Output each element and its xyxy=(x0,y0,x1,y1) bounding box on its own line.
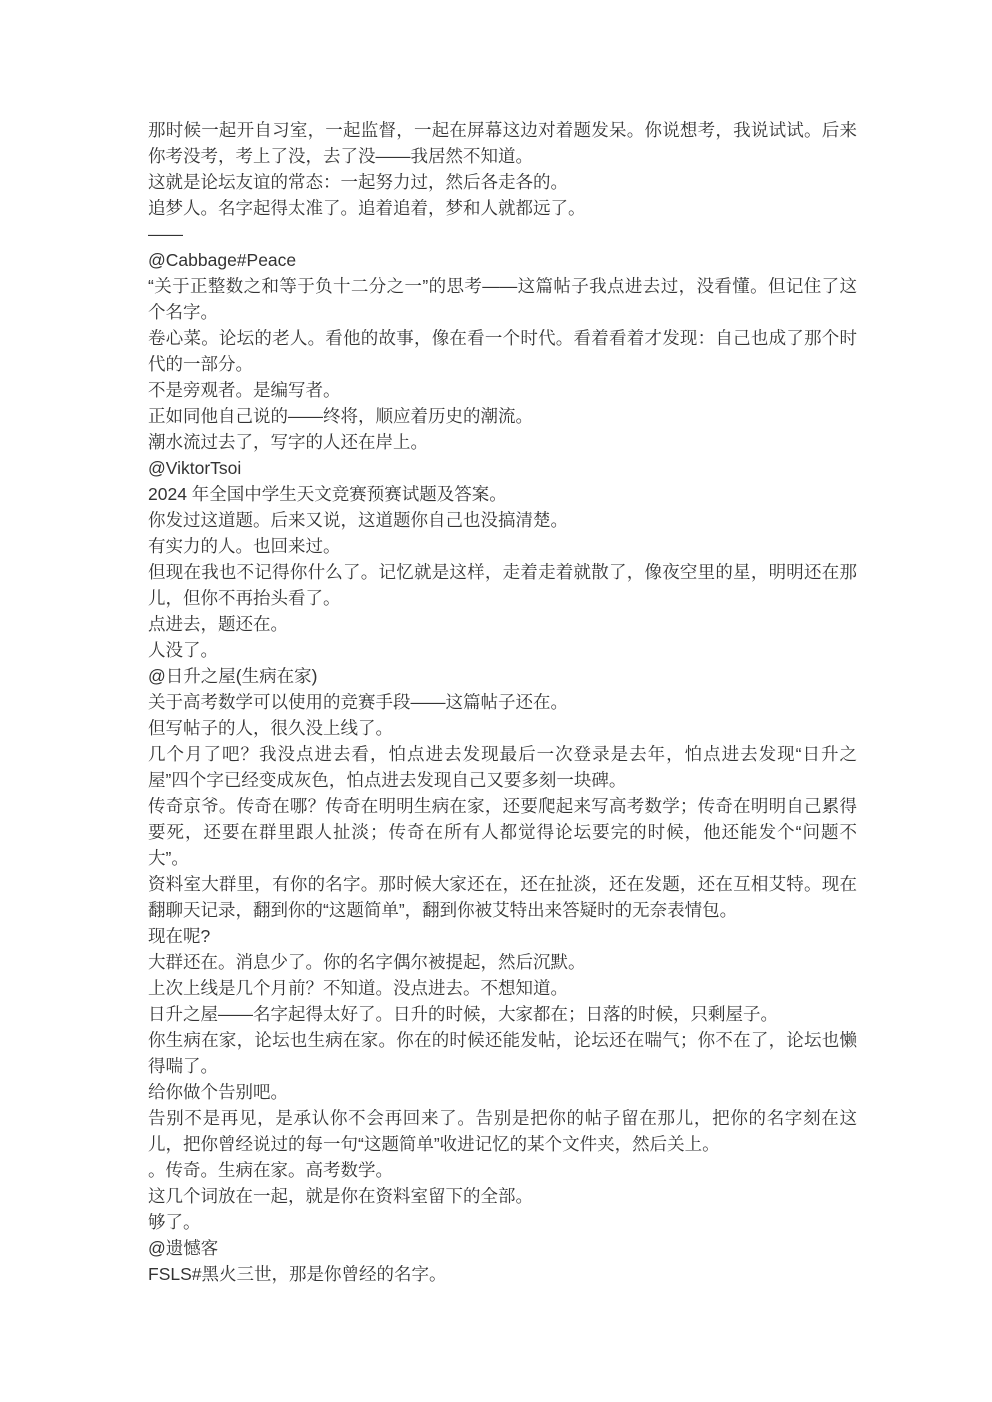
paragraph: 。传奇。生病在家。高考数学。 xyxy=(148,1160,393,1180)
paragraph: @ViktorTsoi xyxy=(148,458,242,478)
memorial-text-body xyxy=(148,117,857,1287)
paragraph: 但现在我也不记得你什么了。记忆就是这样，走着走着就散了，像夜空里的星，明明还在那儿，但你不再抬头看了。 xyxy=(148,562,857,608)
paragraph: @Cabbage#Peace xyxy=(148,250,297,270)
paragraph: 上次上线是几个月前？不知道。没点进去。不想知道。 xyxy=(148,978,568,998)
paragraph: 2024 年全国中学生天文竞赛预赛试题及答案。 xyxy=(148,484,507,504)
paragraph: 你发过这道题。后来又说，这道题你自己也没搞清楚。 xyxy=(148,510,568,530)
paragraph: 够了。 xyxy=(148,1212,201,1232)
paragraph: FSLS#黑火三世，那是你曾经的名字。 xyxy=(148,1264,447,1284)
paragraph: “关于正整数之和等于负十二分之一”的思考——这篇帖子我点进去过，没看懂。但记住了这个名字。 xyxy=(148,276,857,322)
paragraph: @日升之屋(生病在家) xyxy=(148,666,318,686)
paragraph: 现在呢? xyxy=(148,926,211,946)
paragraph: 人没了。 xyxy=(148,640,218,660)
paragraph: —— xyxy=(148,224,183,244)
paragraph: 日升之屋——名字起得太好了。日升的时候，大家都在；日落的时候，只剩屋子。 xyxy=(148,1004,778,1024)
paragraph: 给你做个告别吧。 xyxy=(148,1082,288,1102)
paragraph: 这就是论坛友谊的常态：一起努力过，然后各走各的。 xyxy=(148,172,568,192)
paragraph: 你生病在家，论坛也生病在家。你在的时候还能发帖，论坛还在喘气；你不在了，论坛也懒得喘了。 xyxy=(148,1030,857,1076)
paragraph: 有实力的人。也回来过。 xyxy=(148,536,341,556)
paragraph: 大群还在。消息少了。你的名字偶尔被提起，然后沉默。 xyxy=(148,952,586,972)
paragraph: 但写帖子的人，很久没上线了。 xyxy=(148,718,393,738)
paragraph: 那时候一起开自习室，一起监督，一起在屏幕这边对着题发呆。你说想考，我说试试。后来你考没考，考上了没，去了没——我居然不知道。 xyxy=(148,120,857,166)
paragraph: 卷心菜。论坛的老人。看他的故事，像在看一个时代。看着看着才发现：自己也成了那个时代的一部分。 xyxy=(148,328,857,374)
paragraph: 这几个词放在一起，就是你在资料室留下的全部。 xyxy=(148,1186,533,1206)
paragraph: 传奇京爷。传奇在哪？传奇在明明生病在家，还要爬起来写高考数学；传奇在明明自己累得要死，还要在群里跟人扯淡；传奇在所有人都觉得论坛要完的时候，他还能发个“问题不大”。 xyxy=(148,796,857,868)
paragraph: 不是旁观者。是编写者。 xyxy=(148,380,341,400)
paragraph: 关于高考数学可以使用的竞赛手段——这篇帖子还在。 xyxy=(148,692,568,712)
paragraph: @遗憾客 xyxy=(148,1238,219,1258)
paragraph: 告别不是再见，是承认你不会再回来了。告别是把你的帖子留在那儿，把你的名字刻在这儿，把你曾经说过的每一句“这题简单”收进记忆的某个文件夹，然后关上。 xyxy=(148,1108,857,1154)
paragraph: 资料室大群里，有你的名字。那时候大家还在，还在扯淡，还在发题，还在互相艾特。现在翻聊天记录，翻到你的“这题简单”，翻到你被艾特出来答疑时的无奈表情包。 xyxy=(148,874,857,920)
paragraph: 正如同他自己说的——终将，顺应着历史的潮流。 xyxy=(148,406,533,426)
paragraph: 追梦人。名字起得太准了。追着追着，梦和人就都远了。 xyxy=(148,198,586,218)
paragraph: 潮水流过去了，写字的人还在岸上。 xyxy=(148,432,428,452)
paragraph: 几个月了吧？我没点进去看，怕点进去发现最后一次登录是去年，怕点进去发现“日升之屋”四个字已经变成灰色，怕点进去发现自己又要多刻一块碑。 xyxy=(148,744,857,790)
paragraph: 点进去，题还在。 xyxy=(148,614,288,634)
